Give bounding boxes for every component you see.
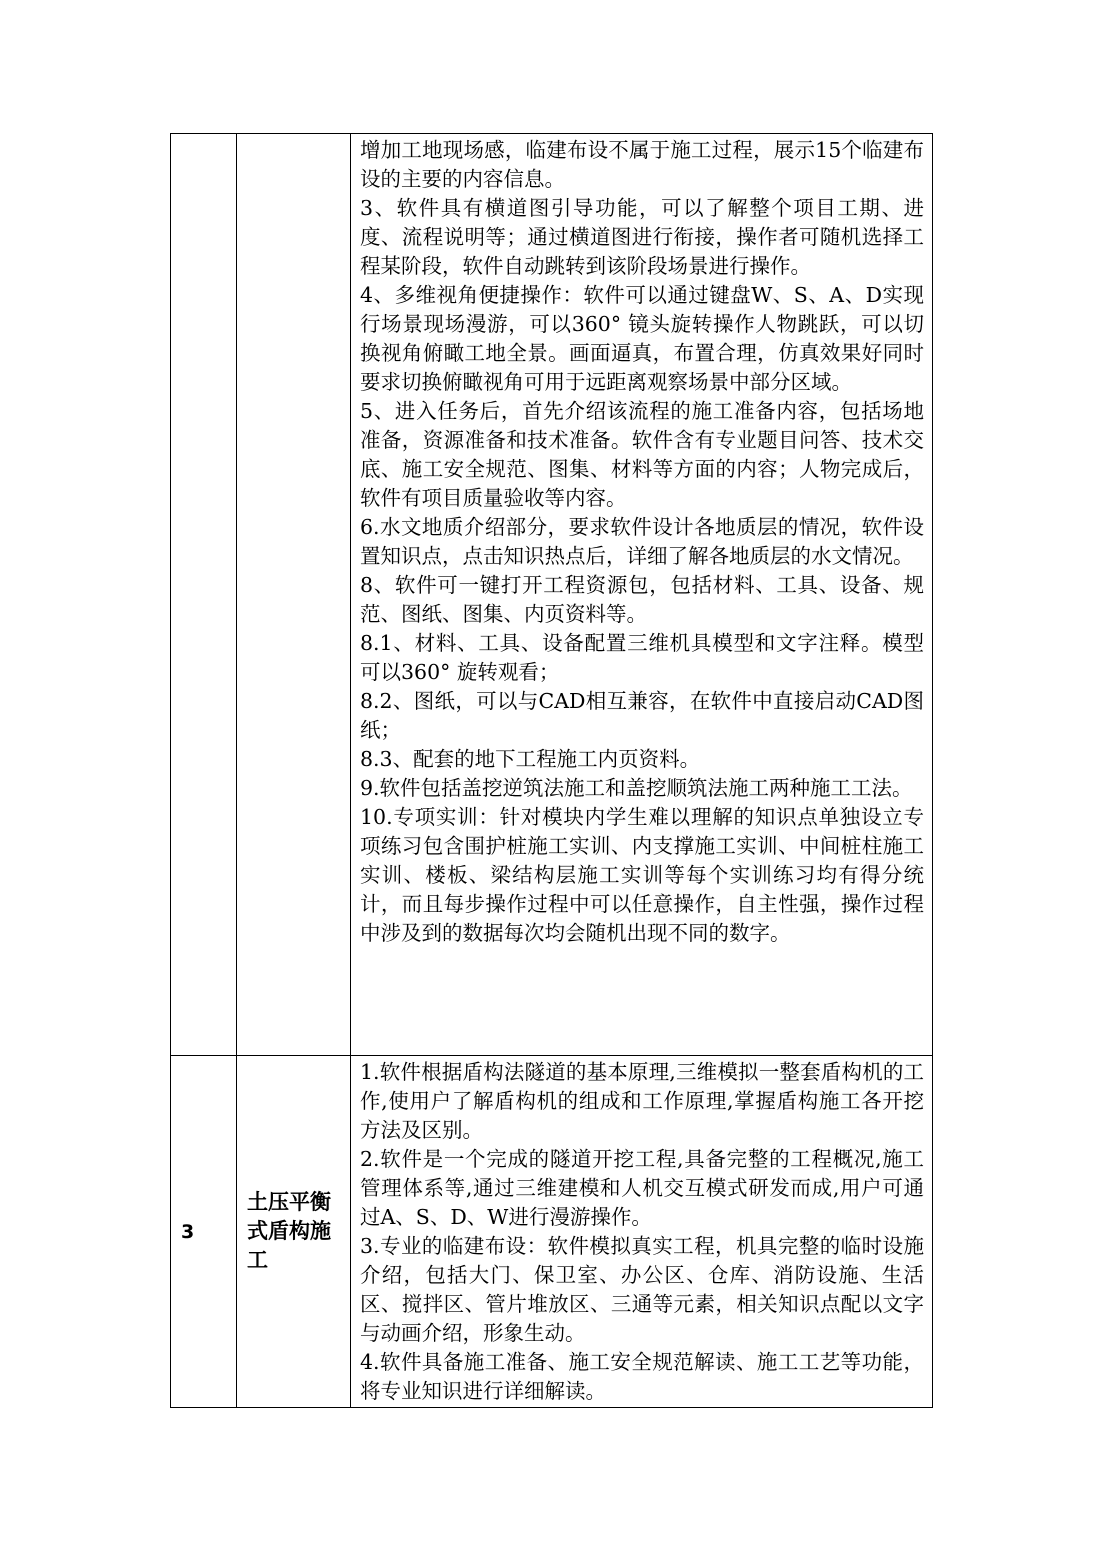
- spec-table: [170, 133, 933, 1408]
- row-description: [351, 134, 933, 1056]
- description-paragraph: 6.水文地质介绍部分，要求软件设计各地质层的情况，软件设置知识点，点击知识热点后，详细了解各地质层的水文情况。: [360, 515, 924, 568]
- description-paragraph: 8.1、材料、工具、设备配置三维机具模型和文字注释。模型可以360° 旋转观看；: [360, 631, 924, 684]
- description-paragraph: 10.专项实训：针对模块内学生难以理解的知识点单独设立专项练习包含围护桩施工实训、内支撑施工实训、中间桩柱施工实训、楼板、梁结构层施工实训等每个实训练习均有得分统计，而且每步操作过程中可以任意操作，自主性强，操作过程中涉及到的数据每次均会随机出现不同的数字。: [360, 805, 924, 945]
- description-paragraph: 8、软件可一键打开工程资源包，包括材料、工具、设备、规范、图纸、图集、内页资料等。: [360, 573, 924, 626]
- description-paragraph: 8.3、配套的地下工程施工内页资料。: [360, 747, 701, 771]
- description-paragraph: 3、软件具有横道图引导功能，可以了解整个项目工期、进度、流程说明等；通过横道图进行衔接，操作者可随机选择工程某阶段，软件自动跳转到该阶段场景进行操作。: [360, 196, 924, 278]
- description-paragraph: 8.2、图纸，可以与CAD相互兼容，在软件中直接启动CAD图纸；: [360, 689, 924, 742]
- description-paragraph: 4.软件具备施工准备、施工安全规范解读、施工工艺等功能，将专业知识进行详细解读。: [360, 1350, 924, 1403]
- description-paragraph: 5、进入任务后，首先介绍该流程的施工准备内容，包括场地准备，资源准备和技术准备。软件含有专业题目问答、技术交底、施工安全规范、图集、材料等方面的内容；人物完成后，软件有项目质量验收等内容。: [360, 399, 924, 510]
- description-paragraph: 9.软件包括盖挖逆筑法施工和盖挖顺筑法施工两种施工工法。: [360, 776, 913, 800]
- row-name: 土压平衡式盾构施工: [237, 1056, 351, 1408]
- description-paragraph: 2.软件是一个完成的隧道开挖工程,具备完整的工程概况,施工管理体系等,通过三维建模和人机交互模式研发而成,用户可通过A、S、D、W进行漫游操作。: [360, 1147, 924, 1229]
- row-description: [351, 1056, 933, 1408]
- table-row: [171, 1056, 933, 1408]
- description-paragraph: 1.软件根据盾构法隧道的基本原理,三维模拟一整套盾构机的工作,使用户了解盾构机的组成和工作原理,掌握盾构施工各开挖方法及区别。: [360, 1060, 924, 1142]
- table-row: [171, 134, 933, 1056]
- description-paragraph: 增加工地现场感，临建布设不属于施工过程，展示15个临建布设的主要的内容信息。: [360, 138, 924, 191]
- description-paragraph: 3.专业的临建布设：软件模拟真实工程，机具完整的临时设施介绍，包括大门、保卫室、办公区、仓库、消防设施、生活区、搅拌区、管片堆放区、三通等元素，相关知识点配以文字与动画介绍，形象生动。: [360, 1234, 924, 1345]
- row-name: [237, 134, 351, 1056]
- row-number: 3: [171, 1056, 237, 1408]
- row-number: [171, 134, 237, 1056]
- description-paragraph: 4、多维视角便捷操作：软件可以通过键盘W、S、A、D实现行场景现场漫游，可以360° 镜头旋转操作人物跳跃，可以切换视角俯瞰工地全景。画面逼真，布置合理，仿真效果好同时要求切换俯瞰视角可用于远距离观察场景中部分区域。: [360, 283, 924, 394]
